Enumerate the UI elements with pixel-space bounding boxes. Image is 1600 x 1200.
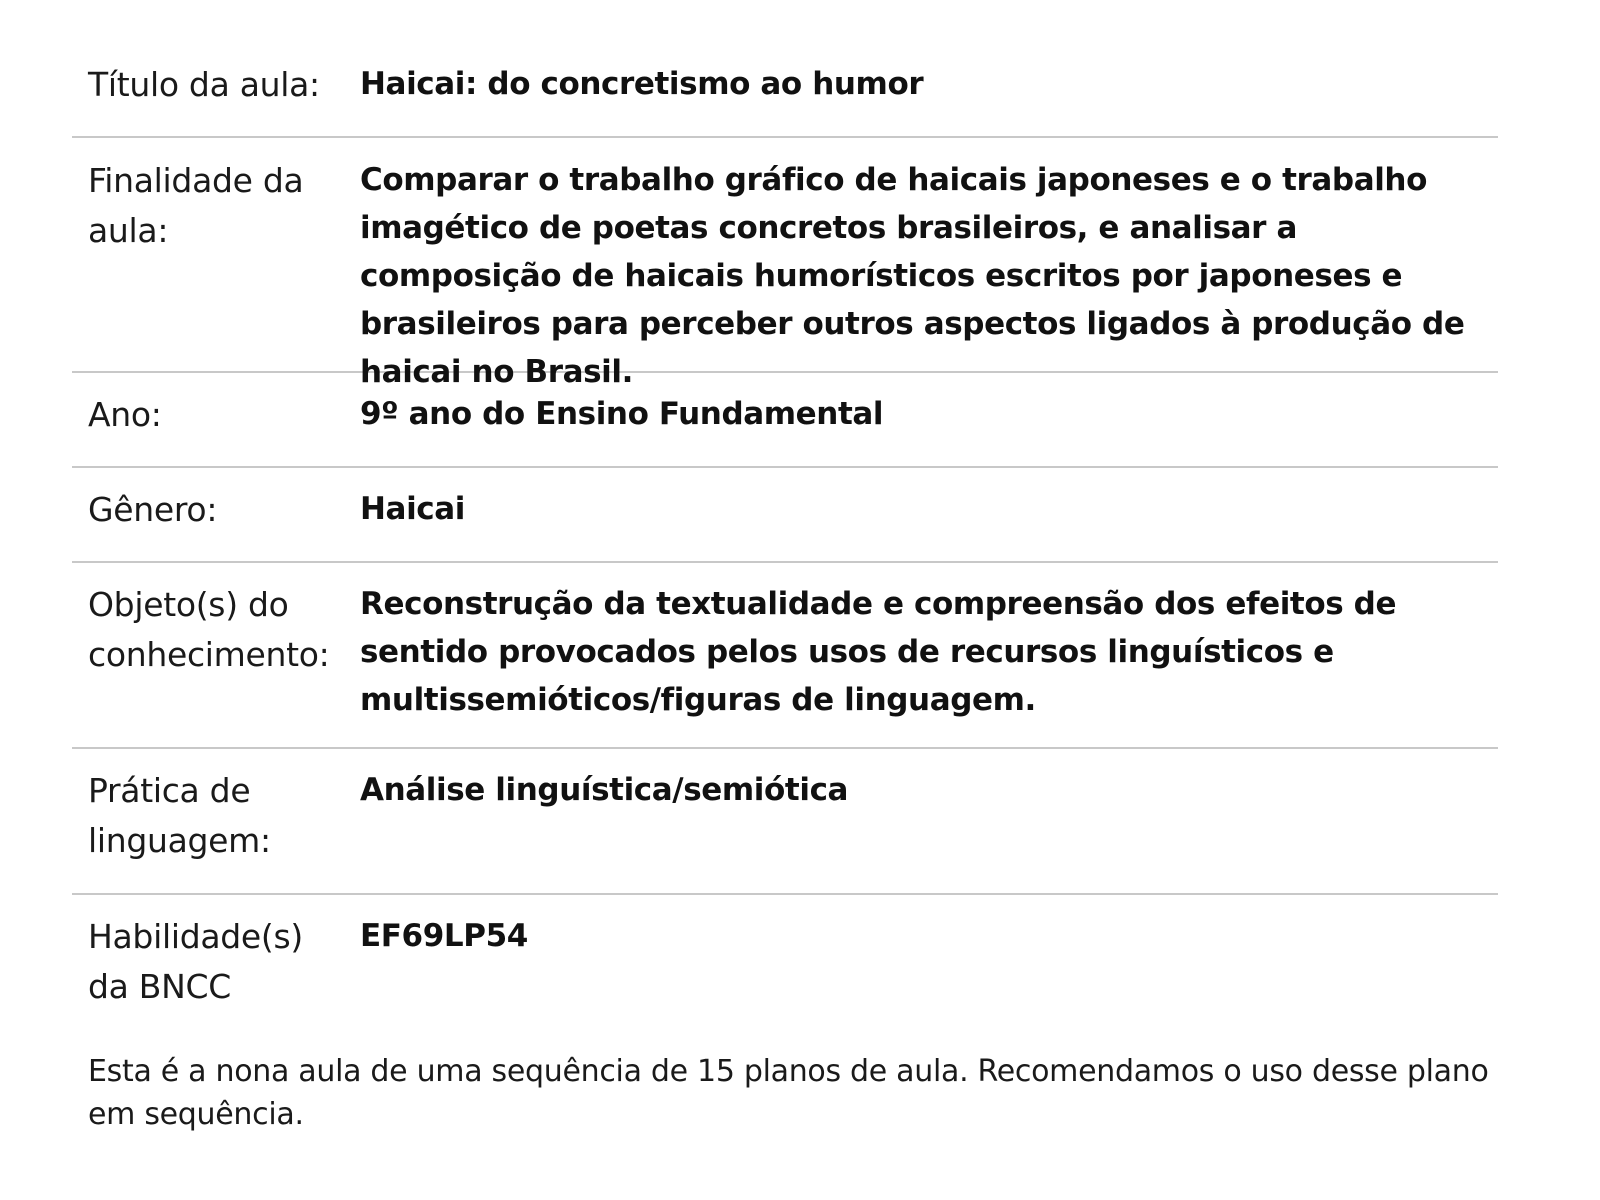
row-value: 9º ano do Ensino Fundamental [360,396,884,432]
row-genero [72,468,1498,563]
row-objetos [72,563,1498,749]
row-label: Prática de linguagem: [88,771,271,860]
row-ano [72,373,1498,468]
row-finalidade [72,138,1498,390]
row-label: Habilidade(s) da BNCC [88,917,303,1006]
row-value: Reconstrução da textualidade e compreensão dos efeitos de sentido provocados pelos usos de recursos linguísticos e multissemióticos/figuras de linguagem. [360,586,1397,718]
row-value: Análise linguística/semiótica [360,772,849,808]
row-value: Haicai [360,491,466,527]
row-habilidades [72,895,1498,1025]
row-value: Haicai: do concretismo ao humor [360,66,924,102]
row-label: Título da aula: [88,65,320,104]
row-titulo [72,56,1498,138]
row-pratica [72,749,1498,895]
row-label: Objeto(s) do conhecimento: [88,585,330,674]
row-value: Comparar o trabalho gráfico de haicais japoneses e o trabalho imagético de poetas concretos brasileiros, e analisar a composição de haicais humorísticos escritos por japoneses e brasileiros para perceber outros aspectos ligados à produção de haicai no Brasil. [360,162,1465,390]
row-label: Gênero: [88,490,218,529]
sequence-note: Esta é a nona aula de uma sequência de 15 planos de aula. Recomendamos o uso desse plano em sequência. [88,1054,1489,1132]
row-label: Ano: [88,395,162,434]
row-value: EF69LP54 [360,918,528,954]
row-label: Finalidade da aula: [88,161,304,250]
